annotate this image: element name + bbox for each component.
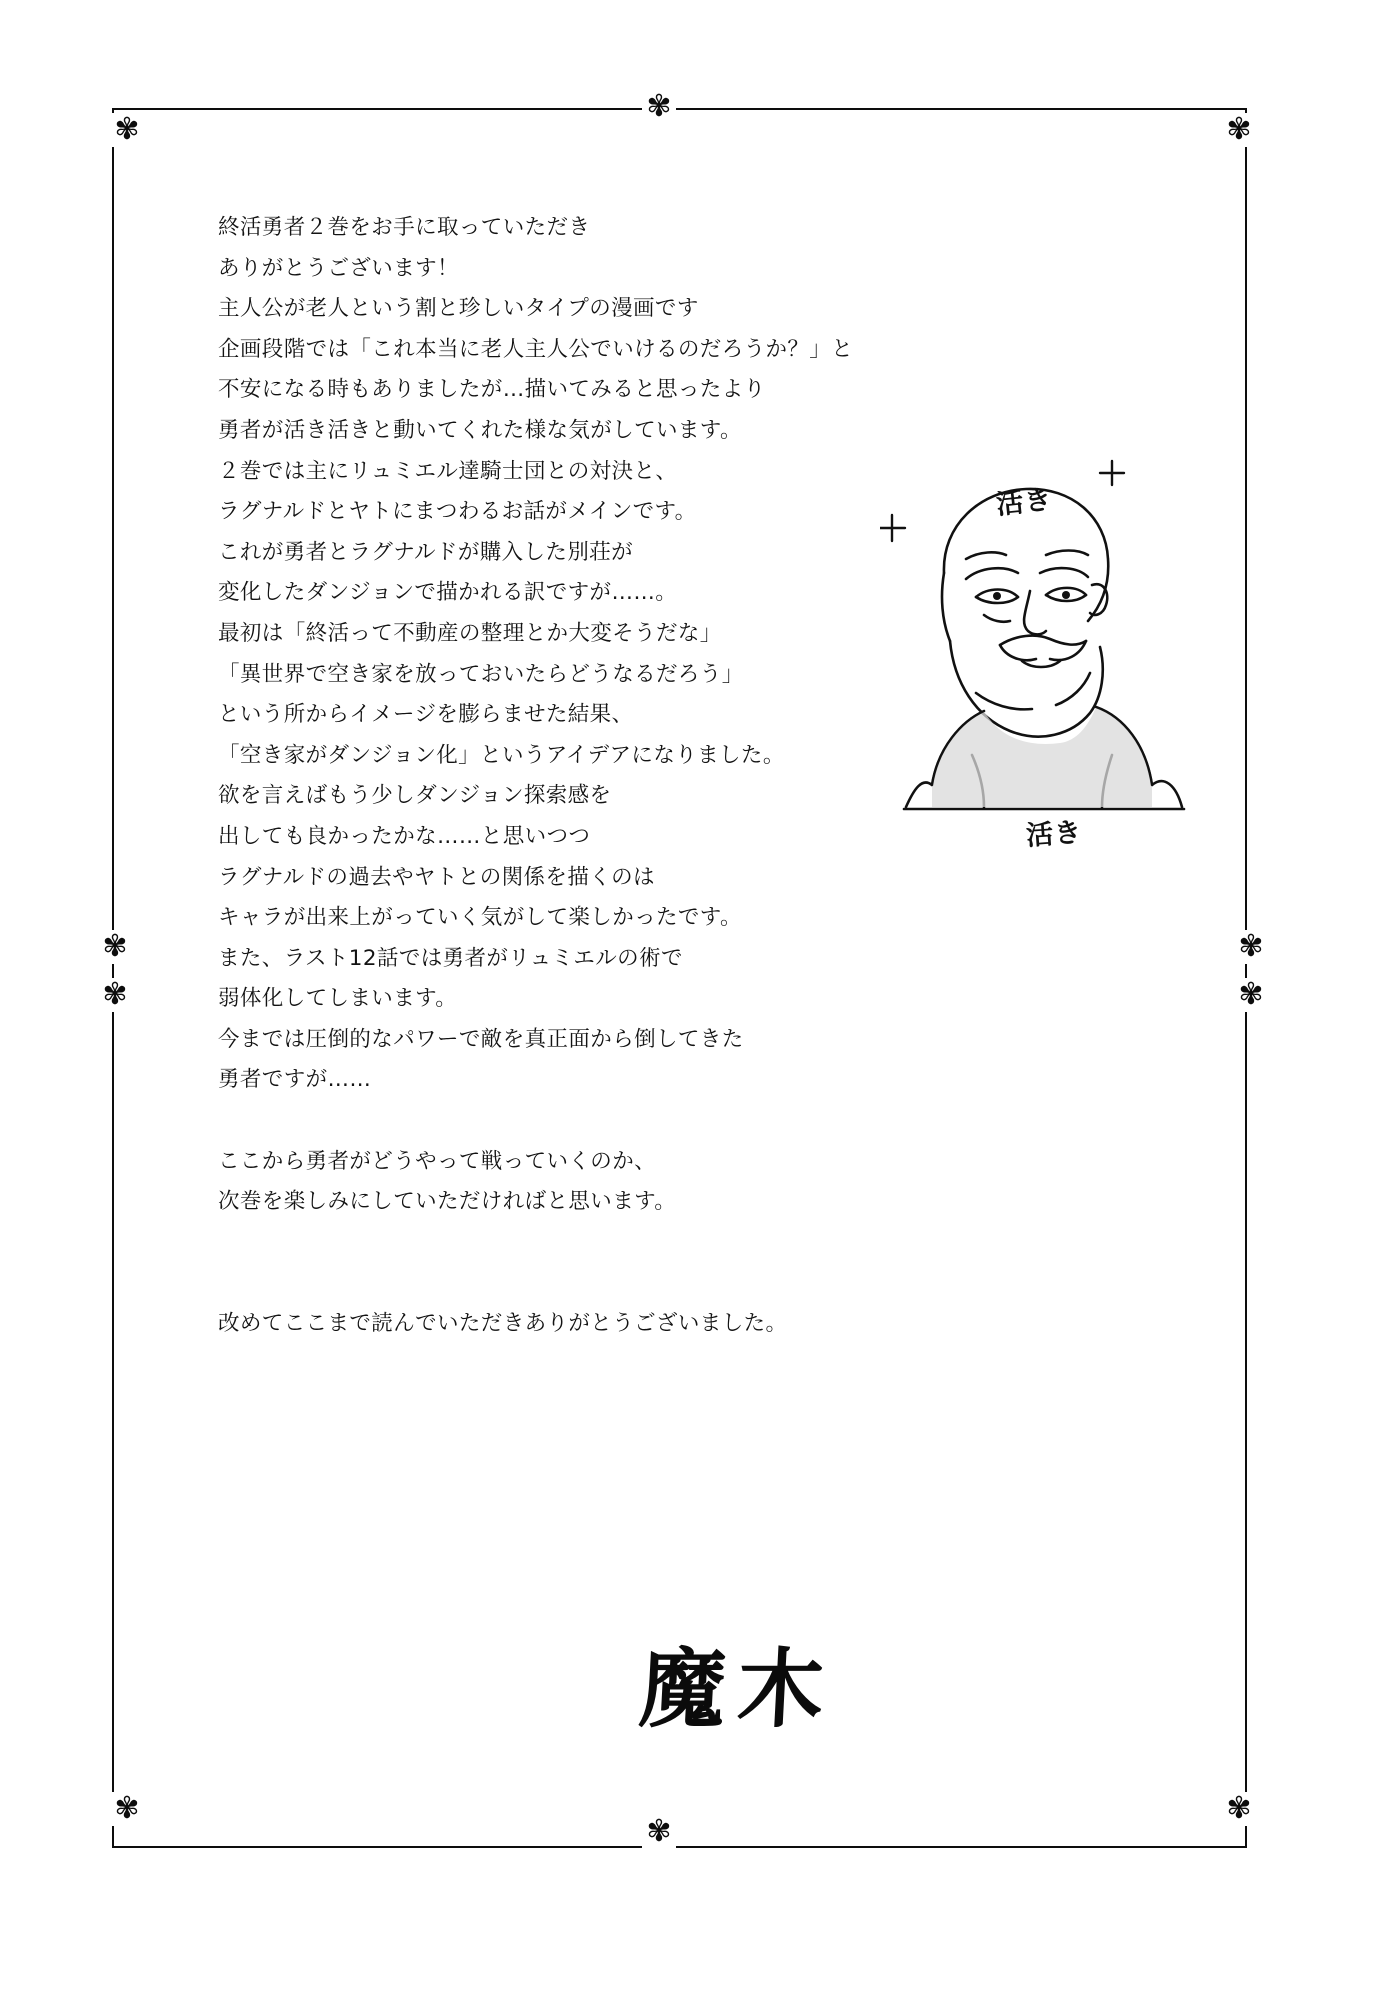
illustration-caption-bottom: 活き xyxy=(1025,817,1084,852)
afterword-line: これが勇者とラグナルドが購入した別荘が xyxy=(218,539,634,565)
afterword-line: 最初は「終活って不動産の整理とか大変そうだな」 xyxy=(218,620,722,646)
corner-ornament-bottom-right: ✾ xyxy=(1222,1792,1256,1826)
afterword-line: 勇者が活き活きと動いてくれた様な気がしています。 xyxy=(218,417,742,443)
afterword-spacer xyxy=(218,1101,1018,1142)
afterword-line: という所からイメージを膨らませた結果、 xyxy=(218,702,634,728)
edge-ornament-left-lower: ✾ xyxy=(98,978,132,1012)
afterword-line: 終活勇者２巻をお手に取っていただき xyxy=(218,215,591,240)
afterword-line: 勇者ですが…… xyxy=(218,1067,372,1093)
afterword-line: ここから勇者がどうやって戦っていくのか、 xyxy=(218,1148,657,1174)
afterword-line: 「空き家がダンジョン化」というアイデアになりました。 xyxy=(218,742,785,768)
afterword-spacer xyxy=(218,1263,1018,1304)
afterword-line: また、ラスト12話では勇者がリュミエルの術で xyxy=(218,945,683,971)
edge-ornament-top-center: ✾ xyxy=(642,90,676,124)
afterword-line: ２巻では主にリュミエル達騎士団との対決と、 xyxy=(218,458,678,484)
afterword-line: 主人公が老人という割と珍しいタイプの漫画です xyxy=(218,296,699,322)
afterword-line: 欲を言えばもう少しダンジョン探索感を xyxy=(218,783,612,809)
afterword-line: ラグナルドの過去やヤトとの関係を描くのは xyxy=(218,864,655,890)
corner-ornament-top-left: ✾ xyxy=(110,113,144,147)
edge-ornament-bottom-center: ✾ xyxy=(642,1815,676,1849)
afterword-line: 変化したダンジョンで描かれる訳ですが……。 xyxy=(218,580,678,606)
afterword-line: 次巻を楽しみにしていただければと思います。 xyxy=(218,1189,677,1215)
afterword-line: 不安になる時もありましたが…描いてみると思ったより xyxy=(218,377,766,403)
afterword-line: ありがとうございます！ xyxy=(218,255,459,281)
afterword-line: 企画段階では「これ本当に老人主人公でいけるのだろうか？」と xyxy=(218,336,854,362)
afterword-line: 出しても良かったかな……と思いつつ xyxy=(218,823,591,849)
corner-ornament-bottom-left: ✾ xyxy=(110,1792,144,1826)
afterword-line: 「異世界で空き家を放っておいたらどうなるだろう」 xyxy=(218,661,744,687)
afterword-line: ラグナルドとヤトにまつわるお話がメインです。 xyxy=(218,499,697,525)
edge-ornament-right-lower: ✾ xyxy=(1234,978,1268,1012)
illustration-caption-top: 活き xyxy=(994,484,1054,521)
edge-ornament-left-upper: ✾ xyxy=(98,930,132,964)
afterword-line: 弱体化してしまいます。 xyxy=(218,986,458,1012)
afterword-line: キャラが出来上がっていく気がして楽しかったです。 xyxy=(218,905,742,931)
afterword-line: 今までは圧倒的なパワーで敵を真正面から倒してきた xyxy=(218,1026,744,1052)
afterword-line: 改めてここまで読んでいただきありがとうございました。 xyxy=(218,1311,788,1337)
afterword-spacer xyxy=(218,1223,1018,1264)
corner-ornament-top-right: ✾ xyxy=(1222,113,1256,147)
edge-ornament-right-upper: ✾ xyxy=(1234,930,1268,964)
author-signature: 魔木 xyxy=(636,1639,839,1740)
